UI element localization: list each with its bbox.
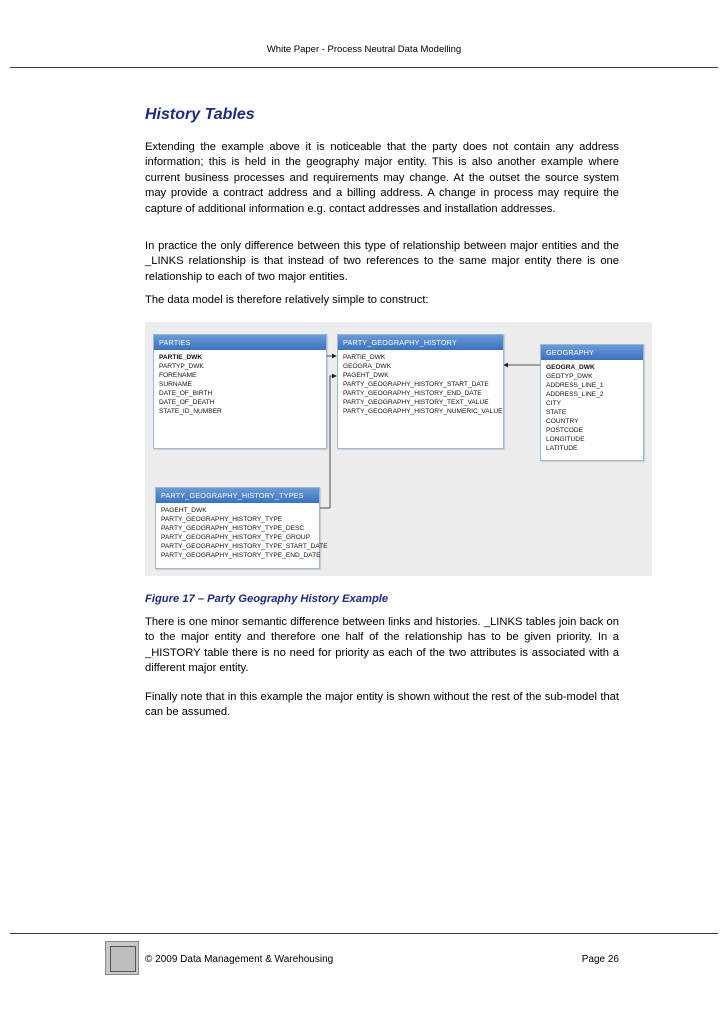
- column-item: DATE_OF_DEATH: [159, 399, 215, 406]
- table-parties: [153, 334, 327, 449]
- column-item: FORENAME: [159, 372, 197, 379]
- column-item: POSTCODE: [546, 427, 584, 434]
- column-item: PARTY_GEOGRAPHY_HISTORY_TYPE: [161, 516, 283, 523]
- column-item: PAGEHT_DWK: [161, 507, 207, 514]
- column-item: PARTYP_DWK: [159, 363, 204, 370]
- column-item: STATE_ID_NUMBER: [159, 408, 222, 415]
- column-item: PARTY_GEOGRAPHY_HISTORY_NUMERIC_VALUE: [343, 408, 503, 415]
- column-item: DATE_OF_BIRTH: [159, 390, 213, 397]
- paragraph-2: In practice the only difference between this type of relationship between major entities and the _LINKS relationship is that instead of two references to the same major entity there is one relationship to each of two major entities.: [145, 240, 619, 283]
- column-item: GEOGRA_DWK: [343, 363, 391, 370]
- footer-divider: [10, 933, 718, 934]
- column-item: STATE: [546, 409, 567, 416]
- paragraph-3: The data model is therefore relatively simple to construct:: [145, 294, 429, 306]
- column-item: PARTY_GEOGRAPHY_HISTORY_TYPE_GROUP: [161, 534, 311, 541]
- column-item: GEOGRA_DWK: [546, 364, 595, 371]
- table-types-title: PARTY_GEOGRAPHY_HISTORY_TYPES: [156, 488, 319, 503]
- table-pgh-columns: [338, 350, 503, 416]
- column-item: GEOTYP_DWK: [546, 373, 593, 380]
- column-item: LATITUDE: [546, 445, 578, 452]
- paragraph-1: Extending the example above it is noticeable that the party does not contain any address information; this is held in the geography major entity. This is also another example where current business processes and requirements may change. At the outset the source system may provide a contract address and a billing address. A change in process may require the capture of additional information e.g. contact addresses and installation addresses.: [145, 141, 619, 215]
- column-item: PAGEHT_DWK: [343, 372, 389, 379]
- column-item: PARTY_GEOGRAPHY_HISTORY_TYPE_END_DATE: [161, 552, 321, 559]
- column-item: PARTY_GEOGRAPHY_HISTORY_END_DATE: [343, 390, 482, 397]
- column-item: PARTY_GEOGRAPHY_HISTORY_TYPE_DESC: [161, 525, 305, 532]
- page-header-title: White Paper - Process Neutral Data Modelling: [266, 44, 462, 55]
- column-item: PARTIE_DWK: [159, 354, 203, 361]
- column-item: PARTY_GEOGRAPHY_HISTORY_TYPE_START_DATE: [161, 543, 328, 550]
- table-party-geography-history-types: [155, 487, 328, 569]
- table-types-columns: [156, 503, 328, 560]
- section-heading: History Tables: [145, 106, 255, 123]
- table-geography-columns: [541, 360, 643, 453]
- er-diagram: [145, 322, 652, 576]
- figure-caption: Figure 17 – Party Geography History Example: [145, 593, 389, 605]
- column-item: PARTY_GEOGRAPHY_HISTORY_TEXT_VALUE: [343, 399, 489, 406]
- table-party-geography-history: [337, 334, 504, 449]
- table-parties-columns: [154, 350, 326, 416]
- paragraph-4: There is one minor semantic difference between links and histories. _LINKS tables join back on to the major entity and therefore one half of the relationship has to be given priority. In a _HISTORY table there is no need for priority as each of the two attributes is associated with a different major entity.: [145, 616, 619, 675]
- table-pgh-title: PARTY_GEOGRAPHY_HISTORY: [338, 335, 503, 350]
- table-geography-title: GEOGRAPHY: [541, 345, 643, 360]
- column-item: ADDRESS_LINE_1: [546, 382, 604, 389]
- footer-page-number: Page 26: [581, 954, 619, 965]
- footer-copyright: © 2009 Data Management & Warehousing: [145, 954, 334, 965]
- company-logo-icon: [105, 941, 139, 975]
- column-item: CITY: [546, 400, 562, 407]
- table-parties-title: PARTIES: [154, 335, 326, 350]
- column-item: ADDRESS_LINE_2: [546, 391, 604, 398]
- header-divider: [10, 67, 718, 68]
- logo-inner: [110, 946, 136, 972]
- column-item: SURNAME: [159, 381, 192, 388]
- column-item: COUNTRY: [546, 418, 579, 425]
- column-item: PARTY_GEOGRAPHY_HISTORY_START_DATE: [343, 381, 489, 388]
- link-types-history: [330, 376, 336, 508]
- table-geography: [540, 344, 644, 461]
- column-item: PARTIE_DWK: [343, 354, 386, 361]
- paragraph-5: Finally note that in this example the major entity is shown without the rest of the sub-model that can be assumed.: [145, 691, 619, 719]
- column-item: LONGITUDE: [546, 436, 585, 443]
